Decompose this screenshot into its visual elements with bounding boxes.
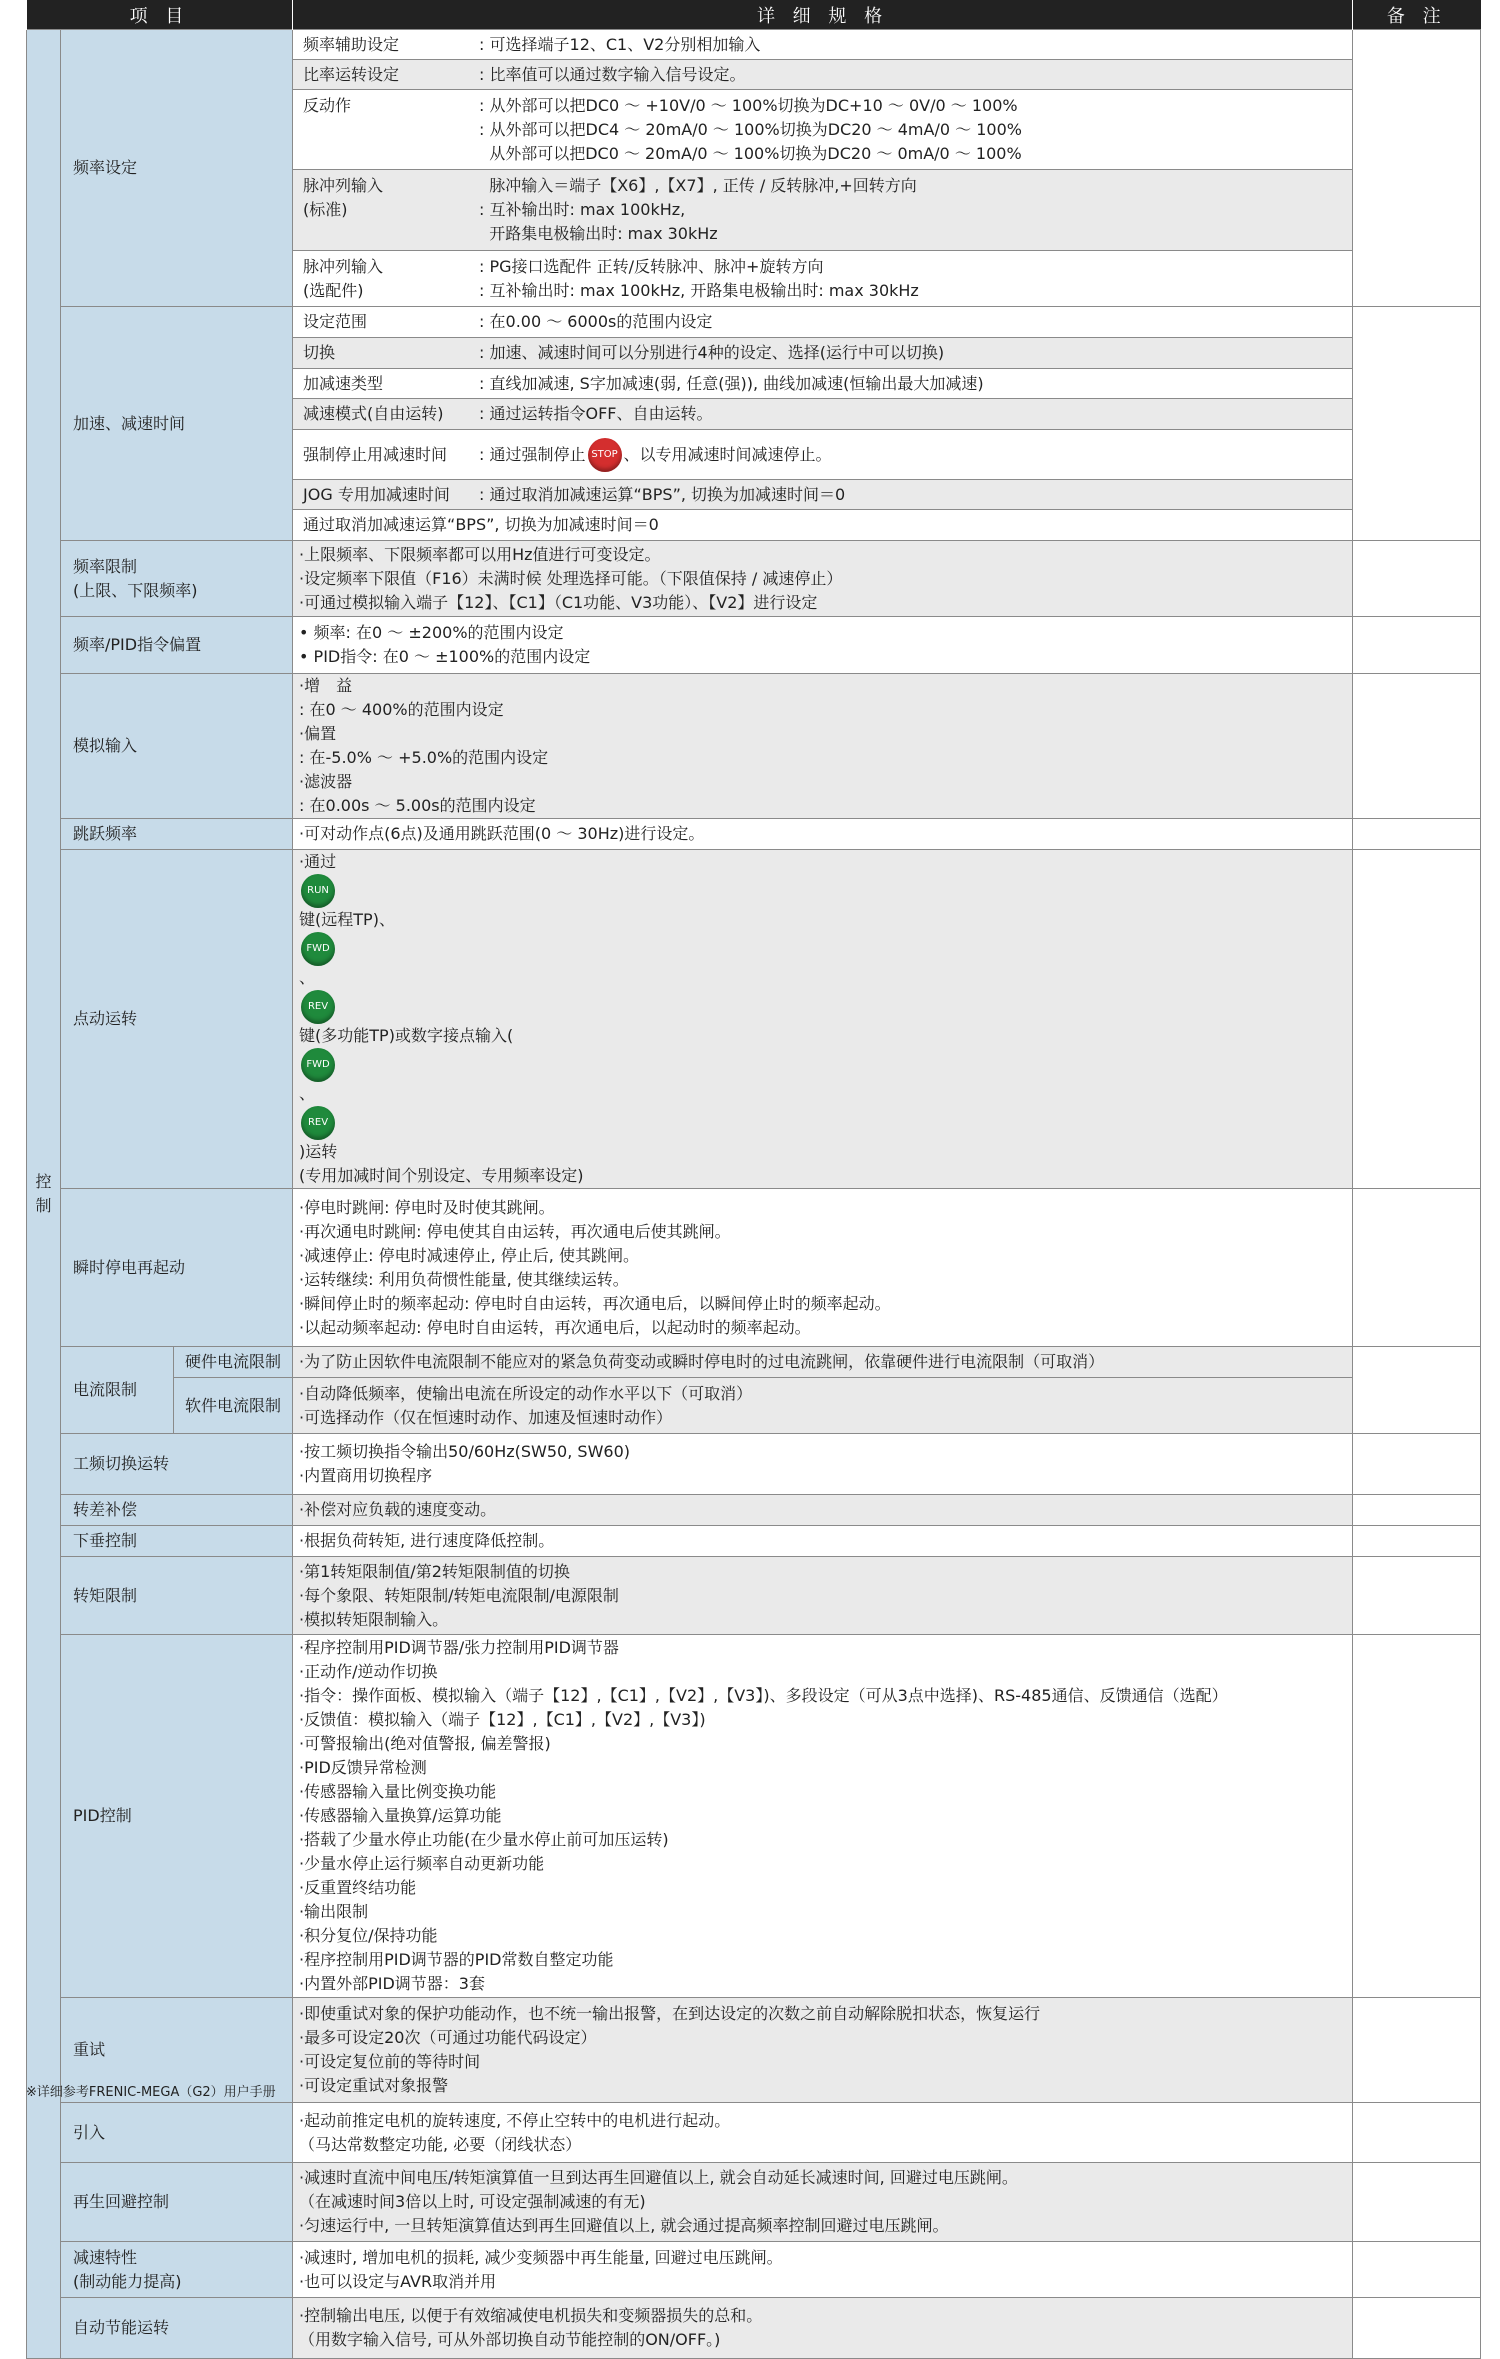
- category-label: 加速、减速时间: [61, 307, 293, 541]
- spec-key: ·增 益: [299, 676, 353, 695]
- spec-value: • PID指令: 在0 ～ ±100%的范围内设定: [299, 647, 591, 666]
- remark-cell: [1353, 1526, 1481, 1557]
- category-label: 重试: [61, 1998, 293, 2103]
- spec-value: ·内置外部PID调节器：3套: [299, 1974, 485, 1993]
- spec-value: ·反馈值：模拟输入（端子【12】,【C1】,【V2】,【V3】): [299, 1710, 706, 1729]
- sub-category-label: 硬件电流限制: [174, 1347, 293, 1378]
- category-label: (制动能力提高): [73, 2271, 182, 2291]
- table-row: [27, 617, 1481, 674]
- category-label: 点动运转: [61, 850, 293, 1189]
- spec-value: （用数字输入信号, 可从外部切换自动节能控制的ON/OFF。): [299, 2330, 721, 2349]
- spec-value: ·再次通电时跳闸: 停电使其自由运转，再次通电后使其跳闸。: [299, 1221, 731, 1241]
- spec-key: 比率运转设定: [303, 64, 400, 84]
- spec-value: : 通过强制停止: [479, 444, 586, 464]
- spec-value: ·运转继续: 利用负荷惯性能量, 使其继续运转。: [299, 1269, 629, 1289]
- remark-cell: [1353, 1347, 1481, 1434]
- footnote: ※详细参考FRENIC-MEGA（G2）用户手册: [26, 2085, 276, 2100]
- header-remark: 备 注: [1353, 0, 1481, 30]
- category-label: 减速特性: [73, 2247, 138, 2267]
- spec-value: 从外部可以把DC0 ～ 20mA/0 ～ 100%切换为DC20 ～ 0mA/0 ～ 100%: [479, 143, 1022, 163]
- header-detail: 详 细 规 格: [293, 0, 1353, 30]
- table-row: [27, 674, 1481, 819]
- spec-key: JOG 专用加减速时间: [303, 484, 450, 504]
- fwd-key-icon: FWD: [301, 932, 335, 966]
- spec-value: ·程序控制用PID调节器的PID常数自整定功能: [299, 1950, 614, 1969]
- spec-key: ·滤波器: [299, 772, 353, 791]
- table-row: [27, 819, 1481, 850]
- spec-value: ·第1转矩限制值/第2转矩限制值的切换: [299, 1561, 570, 1581]
- category-label: 跳跃频率: [61, 819, 293, 850]
- table-row: [27, 307, 1481, 338]
- remark-cell: [1353, 2298, 1481, 2359]
- remark-cell: [1353, 819, 1481, 850]
- remark-cell: [1353, 1635, 1481, 1998]
- category-label: 模拟输入: [61, 674, 293, 819]
- table-row: [27, 30, 1481, 60]
- spec-value: ·减速时, 增加电机的损耗, 减少变频器中再生能量, 回避过电压跳闸。: [299, 2247, 783, 2267]
- category-label: 瞬时停电再起动: [61, 1189, 293, 1347]
- table-row: [27, 1635, 1481, 1998]
- category-label: 频率限制: [73, 556, 138, 576]
- spec-value: : 直线加减速, S字加减速(弱, 任意(强)), 曲线加减速(恒输出最大加减速): [479, 373, 984, 393]
- category-label: 电流限制: [61, 1347, 174, 1434]
- stop-button-icon: STOP: [588, 438, 622, 472]
- spec-value: ·可警报输出(绝对值警报, 偏差警报): [299, 1734, 551, 1753]
- remark-cell: [1353, 1434, 1481, 1495]
- spec-value: ·也可以设定与AVR取消并用: [299, 2271, 497, 2291]
- remark-cell: [1353, 307, 1481, 541]
- spec-value: ·减速时直流中间电压/转矩演算值一旦到达再生回避值以上, 就会自动延长减速时间, 回避过电压跳闸。: [299, 2168, 1018, 2187]
- spec-value: ·补偿对应负载的速度变动。: [293, 1495, 1353, 1526]
- remark-cell: [1353, 2242, 1481, 2298]
- spec-key: 频率辅助设定: [303, 34, 400, 54]
- category-label: 转矩限制: [61, 1557, 293, 1635]
- spec-value: : 从外部可以把DC4 ～ 20mA/0 ～ 100%切换为DC20 ～ 4mA/0 ～ 100%: [479, 119, 1022, 139]
- table-row: [27, 1347, 1481, 1378]
- category-label: 引入: [61, 2103, 293, 2163]
- spec-value: ·可通过模拟输入端子【12】、【C1】（C1功能、V3功能）、【V2】进行设定: [299, 592, 818, 612]
- spec-value: : 从外部可以把DC0 ～ +10V/0 ～ 100%切换为DC+10 ～ 0V/0 ～ 100%: [479, 95, 1018, 115]
- spec-value: （在减速时间3倍以上时, 可设定强制减速的有无): [299, 2192, 646, 2211]
- spec-key: 反动作: [303, 95, 352, 115]
- spec-value: ·控制输出电压, 以便于有效缩减使电机损失和变频器损失的总和。: [299, 2306, 763, 2325]
- spec-value: ·搭载了少量水停止功能(在少量水停止前可加压运转): [299, 1830, 669, 1849]
- spec-key: 强制停止用减速时间: [303, 444, 448, 464]
- remark-cell: [1353, 850, 1481, 1189]
- category-label: 频率设定: [61, 30, 293, 307]
- spec-value: ·内置商用切换程序: [299, 1466, 433, 1485]
- spec-value: ·上限频率、下限频率都可以用Hz值进行可变设定。: [299, 544, 661, 564]
- spec-value: : 在0 ～ 400%的范围内设定: [299, 700, 504, 719]
- spec-value: ·瞬间停止时的频率起动: 停电时自由运转，再次通电后，以瞬间停止时的频率起动。: [299, 1293, 891, 1313]
- spec-key: (标准): [303, 200, 348, 219]
- spec-value: ·即使重试对象的保护功能动作，也不统一输出报警，在到达设定的次数之前自动解除脱扣状态，恢复运行: [299, 2004, 1041, 2023]
- spec-table: [26, 0, 1481, 2359]
- table-row: [27, 2103, 1481, 2163]
- remark-cell: [1353, 1189, 1481, 1347]
- category-label: 转差补偿: [61, 1495, 293, 1526]
- spec-value: : 比率值可以通过数字输入信号设定。: [479, 64, 746, 84]
- fwd-key-icon: FWD: [301, 1048, 335, 1082]
- spec-key: 减速模式(自由运转): [303, 404, 444, 423]
- spec-value: ·设定频率下限值（F16）未满时候 处理选择可能。（下限值保持 / 减速停止）: [299, 568, 843, 588]
- spec-key: ·偏置: [299, 724, 337, 743]
- spec-value: : 在-5.0% ～ +5.0%的范围内设定: [299, 748, 549, 767]
- table-row: [27, 2163, 1481, 2242]
- control-label: 控 制: [27, 30, 61, 2359]
- spec-value: (专用加减时间个别设定、专用频率设定): [299, 1166, 584, 1185]
- remark-cell: [1353, 674, 1481, 819]
- spec-value: ·起动前推定电机的旋转速度, 不停止空转中的电机进行起动。: [299, 2110, 731, 2130]
- remark-cell: [1353, 2163, 1481, 2242]
- remark-cell: [1353, 541, 1481, 617]
- table-header: [27, 0, 1481, 30]
- spec-value: : 通过运转指令OFF、自由运转。: [479, 404, 713, 423]
- spec-value: ·自动降低频率，使输出电流在所设定的动作水平以下（可取消）: [299, 1383, 753, 1403]
- rev-key-icon: REV: [301, 990, 335, 1024]
- spec-value: ·传感器输入量换算/运算功能: [299, 1806, 502, 1825]
- remark-cell: [1353, 1557, 1481, 1635]
- spec-value: ·PID反馈异常检测: [299, 1758, 427, 1777]
- spec-value: ·按工频切换指令输出50/60Hz(SW50, SW60): [299, 1442, 630, 1461]
- category-label: 下垂控制: [61, 1526, 293, 1557]
- spec-key: 脉冲列输入: [303, 176, 384, 195]
- table-row: [27, 1495, 1481, 1526]
- spec-value: : 在0.00s ～ 5.00s的范围内设定: [299, 796, 536, 815]
- category-label: 再生回避控制: [61, 2163, 293, 2242]
- spec-value: ·可设定复位前的等待时间: [299, 2052, 481, 2071]
- spec-value: 脉冲输入＝端子【X6】,【X7】, 正传 / 反转脉冲,+回转方向: [479, 176, 917, 195]
- run-key-icon: RUN: [301, 874, 335, 908]
- spec-value: ·匀速运行中, 一旦转矩演算值达到再生回避值以上, 就会通过提高频率控制回避过电压跳闸。: [299, 2216, 949, 2235]
- remark-cell: [1353, 617, 1481, 674]
- table-row: [27, 2242, 1481, 2298]
- spec-key: 设定范围: [303, 312, 368, 331]
- table-row: [27, 1189, 1481, 1347]
- spec-value: ·指令：操作面板、模拟输入（端子【12】,【C1】,【V2】,【V3】)、多段设定（可从3点中选择)、RS-485通信、反馈通信（选配）: [299, 1686, 1228, 1705]
- category-label: 频率/PID指令偏置: [61, 617, 293, 674]
- table-row: [27, 2298, 1481, 2359]
- category-label: 自动节能运转: [61, 2298, 293, 2359]
- remark-cell: [1353, 2103, 1481, 2163]
- spec-value: ·根据负荷转矩, 进行速度降低控制。: [293, 1526, 1353, 1557]
- table-row: [27, 1526, 1481, 1557]
- spec-value: （马达常数整定功能, 必要（闭线状态）: [299, 2134, 582, 2154]
- spec-value: ·为了防止因软件电流限制不能应对的紧急负荷变动或瞬时停电时的过电流跳闸，依靠硬件进行电流限制（可取消）: [293, 1347, 1353, 1378]
- spec-value: : 可选择端子12、C1、V2分别相加输入: [479, 34, 761, 54]
- spec-value: : 互补输出时: max 100kHz, 开路集电极输出时: max 30kHz: [479, 280, 919, 300]
- spec-value: ·每个象限、转矩限制/转矩电流限制/电源限制: [299, 1585, 619, 1605]
- spec-value: ·传感器输入量比例变换功能: [299, 1782, 497, 1801]
- spec-value: ·以起动频率起动: 停电时自由运转，再次通电后，以起动时的频率起动。: [299, 1317, 811, 1337]
- spec-value: ·输出限制: [299, 1902, 369, 1921]
- spec-value: : PG接口选配件 正转/反转脉冲、脉冲+旋转方向: [479, 256, 824, 276]
- spec-value: ·积分复位/保持功能: [299, 1926, 438, 1945]
- spec-value: ·可选择动作（仅在恒速时动作、加速及恒速时动作）: [299, 1407, 673, 1427]
- category-label: 工频切换运转: [61, 1434, 293, 1495]
- category-label: (上限、下限频率): [73, 580, 198, 600]
- spec-key: 脉冲列输入: [303, 256, 384, 276]
- spec-value: ·可对动作点(6点)及通用跳跃范围(0 ～ 30Hz)进行设定。: [293, 819, 1353, 850]
- spec-value: ·最多可设定20次（可通过功能代码设定）: [299, 2028, 597, 2047]
- spec-value: 通过取消加减速运算“BPS”, 切换为加减速时间＝0: [293, 510, 1353, 541]
- remark-cell: [1353, 30, 1481, 307]
- table-row: [27, 1557, 1481, 1635]
- spec-value: ·模拟转矩限制输入。: [299, 1609, 449, 1629]
- spec-value: 、以专用减速时间减速停止。: [623, 444, 832, 464]
- spec-value: : 通过取消加减速运算“BPS”, 切换为加减速时间＝0: [479, 484, 846, 504]
- spec-value: ·减速停止: 停电时减速停止, 停止后, 使其跳闸。: [299, 1245, 639, 1265]
- spec-value: : 加速、减速时间可以分别进行4种的设定、选择(运行中可以切换): [479, 343, 945, 362]
- spec-value: ·少量水停止运行频率自动更新功能: [299, 1854, 545, 1873]
- table-row: [27, 541, 1481, 617]
- spec-key: 切换: [303, 343, 336, 362]
- spec-value: : 互补输出时: max 100kHz,: [479, 200, 686, 219]
- spec-value: : 在0.00 ～ 6000s的范围内设定: [479, 312, 713, 331]
- spec-value: 开路集电极输出时: max 30kHz: [479, 224, 718, 243]
- remark-cell: [1353, 1495, 1481, 1526]
- spec-value: ·程序控制用PID调节器/张力控制用PID调节器: [299, 1638, 619, 1657]
- spec-value: ·可设定重试对象报警: [299, 2076, 449, 2095]
- remark-cell: [1353, 1998, 1481, 2103]
- header-item: 项 目: [27, 0, 293, 30]
- table-row: [27, 1378, 1481, 1434]
- table-row: [27, 1434, 1481, 1495]
- category-label: PID控制: [61, 1635, 293, 1998]
- spec-value: ·反重置终结功能: [299, 1878, 417, 1897]
- rev-key-icon: REV: [301, 1106, 335, 1140]
- table-row: 点动运转 ·通过 RUN 键(远程TP)、 FWD 、 REV 键(多功能TP)或数字接点输入( FWD 、 REV )运转 (专用加减时间个别设定、专用频率设定): [27, 850, 1481, 1189]
- spec-key: 加减速类型: [303, 373, 384, 393]
- spec-value: • 频率: 在0 ～ ±200%的范围内设定: [299, 623, 564, 642]
- spec-value: ·正动作/逆动作切换: [299, 1662, 438, 1681]
- spec-key: (选配件): [303, 280, 364, 300]
- sub-category-label: 软件电流限制: [174, 1378, 293, 1434]
- spec-value: ·停电时跳闸: 停电时及时使其跳闸。: [299, 1197, 555, 1217]
